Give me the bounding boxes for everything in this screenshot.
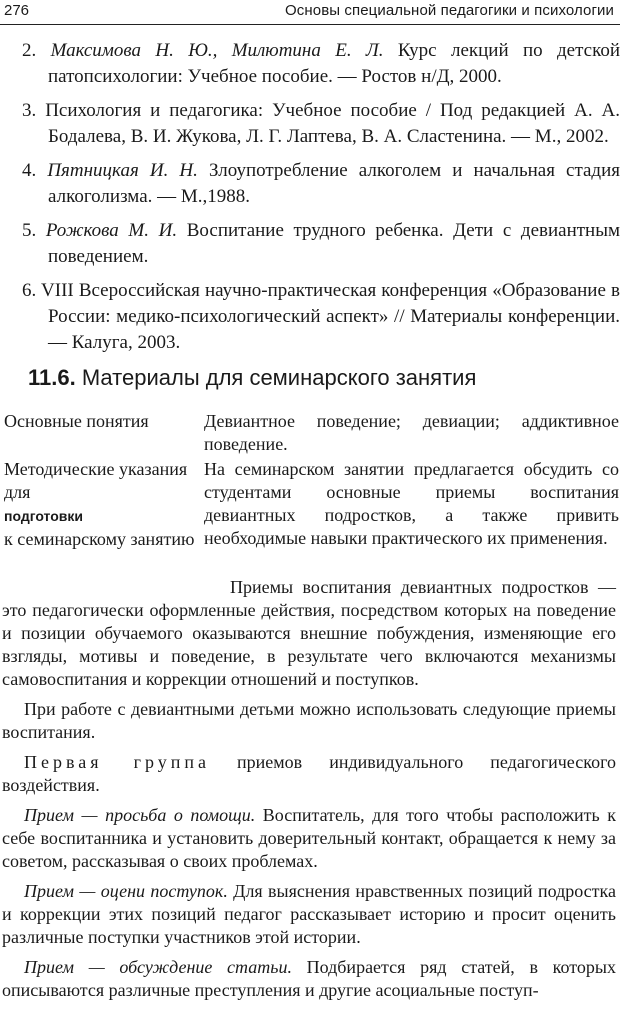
- reference-list: [0, 38, 620, 364]
- reference-item: 3. Психология и педагогика: Учебное пособие / Под редакцией А. А. Бодалева, В. И. Жукова, Л. Г. Лаптева, В. А. Сластенина. — М., 2002.: [22, 100, 620, 147]
- reference-author: Рожкова М. И.: [45, 220, 178, 241]
- definition-term: Основные понятия: [4, 411, 149, 431]
- paragraph: Прием — оцени поступок. Для выяснения нравственных позиций подростка и коррекции этих позиций педагог рассказывает историю и просит оценить различные поступки участников этой истории.: [2, 881, 616, 947]
- page-number: 276: [4, 2, 30, 19]
- technique-name: Прием — просьба о помощи.: [24, 805, 256, 825]
- definitions-block: [0, 410, 620, 553]
- section-heading: [28, 365, 476, 391]
- reference-author: Пятницкая И. Н.: [47, 160, 198, 181]
- paragraph: Прием — просьба о помощи. Воспитатель, для того чтобы расположить к себе воспитанника и установить доверительный контакт, обращается к нему за советом, рассказывая о своих проблемах.: [2, 805, 616, 871]
- paragraph: Первая группа приемов индивидуального педагогического воздействия.: [2, 752, 616, 795]
- reference-item: 2. Максимова Н. Ю., Милютина Е. Л. Курс лекций по детской патопсихологии: Учебное пособие. — Ростов н/Д, 2000.: [22, 40, 620, 87]
- technique-name: Прием — обсуждение статьи.: [24, 957, 292, 977]
- reference-text: Воспитание трудного ребенка. Дети с девиантным поведением.: [48, 220, 620, 267]
- definition-text: Девиантное поведение; девиации; аддиктивное поведение.: [204, 411, 619, 454]
- definition-text: На семинарском занятии предлагается обсудить со студентами основные приемы воспитания девиантных подростков, а также привить необходимые навыки практического их применения.: [204, 459, 619, 548]
- technique-name: Прием — оцени поступок.: [24, 881, 228, 901]
- running-title: Основы специальной педагогики и психологии: [285, 2, 614, 19]
- reference-item: 4. Пятницкая И. Н. Злоупотребление алкоголем и начальная стадия алкоголизма. — М.,1988.: [22, 160, 620, 207]
- paragraph: Приемы воспитания девиантных подростков — это педагогически оформленные действия, посредством которых на поведение и позиции обучаемого оказываются внешние побуждения, изменяющие его взгляды, мотивы и поведение, в результате чего включаются механизмы самовоспитания и коррекции отношений и поступков.: [2, 577, 616, 689]
- section-title-text: Материалы для семинарского занятия: [75, 365, 477, 390]
- paragraph: При работе с девиантными детьми можно использовать следующие приемы воспитания.: [2, 699, 616, 742]
- section-number: 11.6.: [28, 365, 76, 390]
- reference-author: Максимова Н. Ю., Милютина Е. Л.: [50, 40, 384, 61]
- page-header: [0, 0, 620, 25]
- definition-row: [0, 410, 620, 456]
- definition-row: [0, 458, 620, 551]
- spaced-emphasis: Первая группа: [24, 752, 210, 772]
- definition-term: Методические указания для подготовки к семинарскому занятию: [4, 459, 195, 549]
- paragraph: Прием — обсуждение статьи. Подбирается ряд статей, в которых описываются различные преступления и другие асоциальные поступ-: [2, 957, 616, 1000]
- reference-item: 5. Рожкова М. И. Воспитание трудного ребенка. Дети с девиантным поведением.: [22, 220, 620, 267]
- reference-item: 6. VIII Всероссийская научно-практическая конференция «Образование в России: медико-психологический аспект» // Материалы конференции. — Калуга, 2003.: [22, 280, 620, 353]
- reference-text: Злоупотребление алкоголем и начальная стадия алкоголизма. — М.,1988.: [48, 160, 620, 207]
- reference-text: VIII Всероссийская научно-практическая конференция «Образование в России: медико-психологический аспект» // Материалы конференции. — Калуга, 2003.: [41, 280, 620, 353]
- reference-text: Психология и педагогика: Учебное пособие / Под редакцией А. А. Бодалева, В. И. Жукова, Л. Г. Лаптева, В. А. Сластенина. — М., 2002.: [45, 100, 620, 147]
- reference-text: Курс лекций по детской патопсихологии: Учебное пособие. — Ростов н/Д, 2000.: [48, 40, 620, 87]
- body-text: [0, 576, 616, 1009]
